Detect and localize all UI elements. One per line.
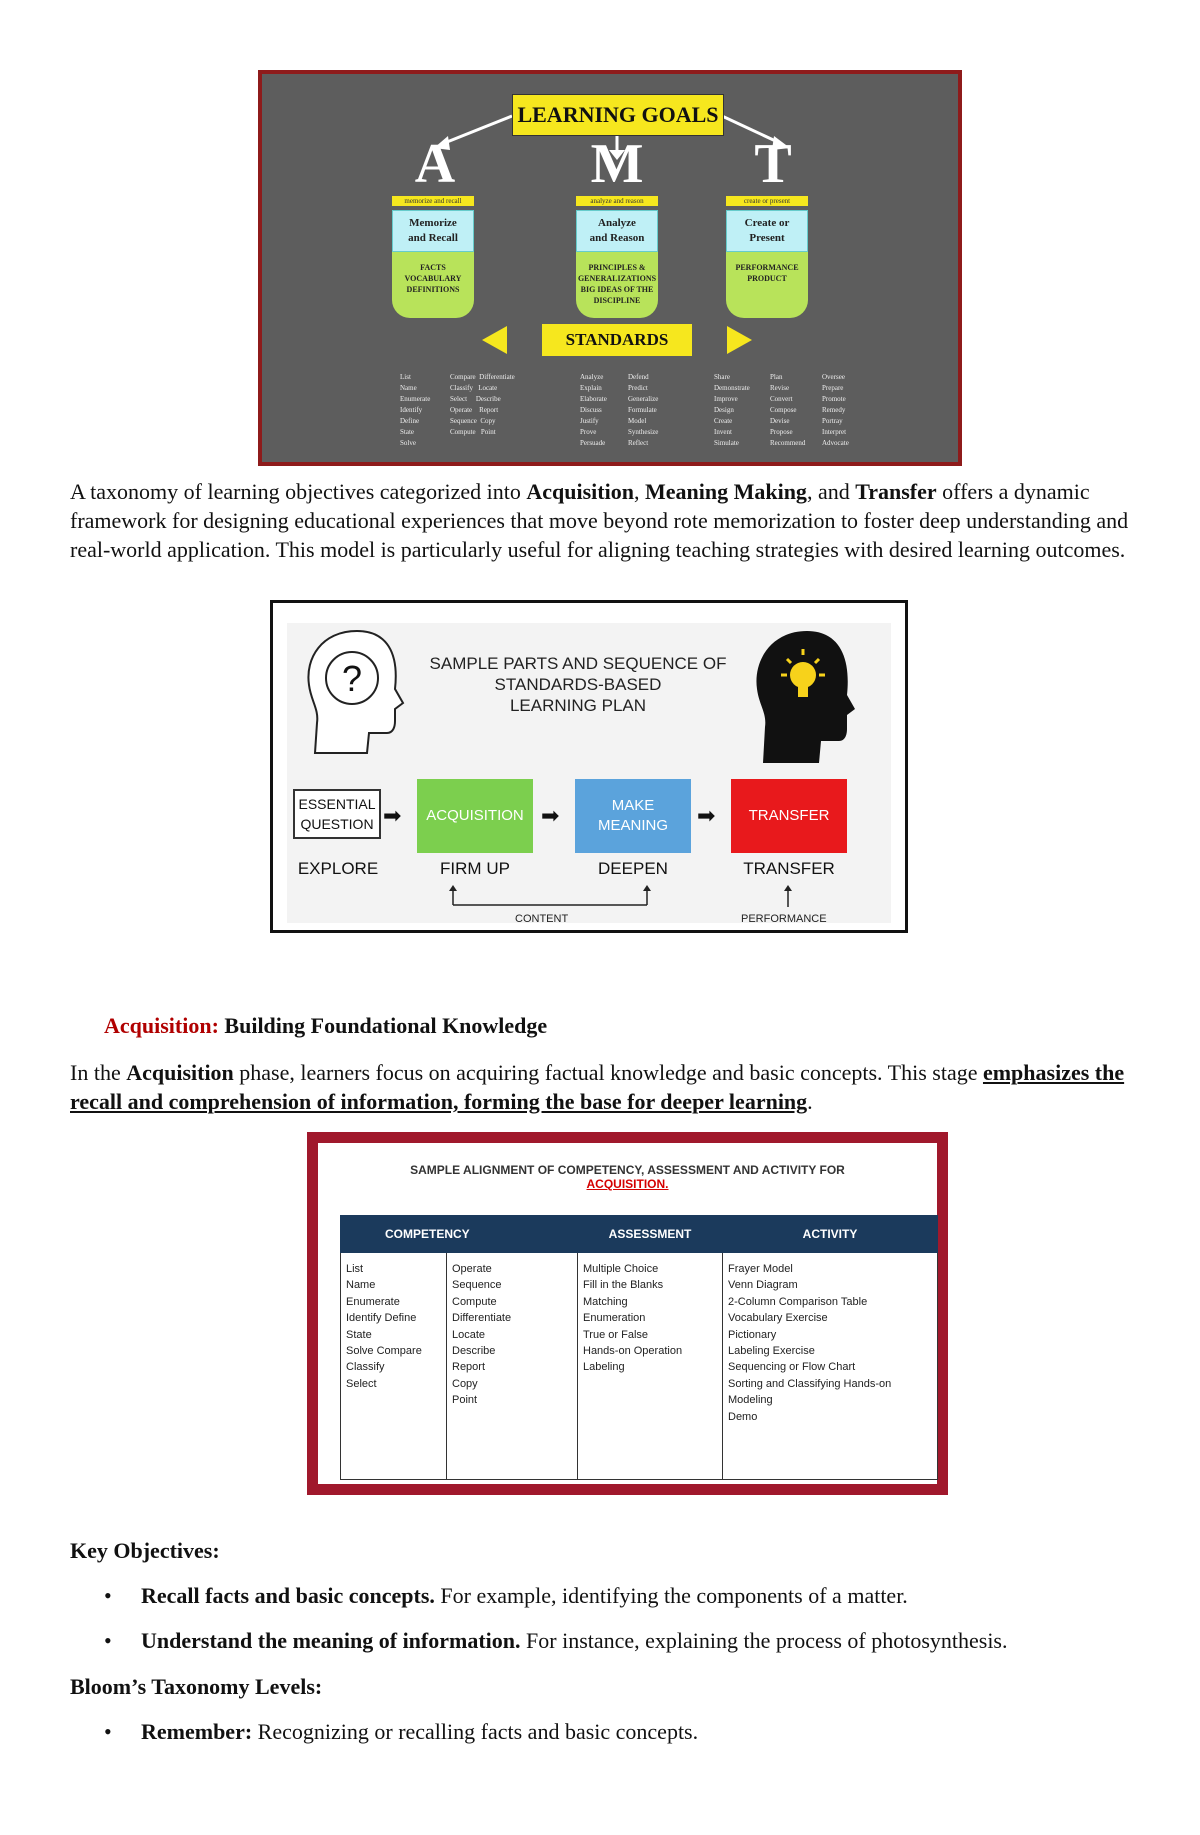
header-activity: ACTIVITY bbox=[723, 1216, 938, 1253]
header-assessment: ASSESSMENT bbox=[578, 1216, 723, 1253]
objective-bullet-1: • bbox=[104, 1583, 112, 1608]
question-head-icon bbox=[297, 623, 417, 763]
bloom-item-1: Remember: Recognizing or recalling facts and basic concepts. bbox=[141, 1719, 699, 1744]
arrow-3-icon: ➡ bbox=[697, 803, 716, 828]
stage-explore: EXPLORE bbox=[297, 859, 379, 878]
lightbulb-head-icon bbox=[743, 623, 873, 773]
verbs-t1: Share Demonstrate Improve Design Create Invent Simulate bbox=[714, 373, 750, 447]
green-t: PERFORMANCE PRODUCT bbox=[726, 252, 808, 318]
letter-a: A bbox=[414, 133, 456, 195]
letter-m: M bbox=[590, 133, 644, 195]
learning-goals-figure bbox=[258, 70, 962, 466]
acquisition-heading: Acquisition: Building Foundational Knowledge bbox=[104, 1013, 548, 1038]
green-m: PRINCIPLES & GENERALIZATIONS BIG IDEAS OF THE DISCIPLINE bbox=[576, 252, 658, 318]
standards-banner: STANDARDS bbox=[542, 324, 692, 356]
verbs-m1: Analyze Explain Elaborate Discuss Justify Prove Persuade bbox=[580, 373, 607, 447]
objective-item-2: Understand the meaning of information. For instance, explaining the process of photosynthesis. bbox=[141, 1628, 1008, 1653]
objective-bullet-2: • bbox=[104, 1628, 112, 1653]
key-objectives-heading: Key Objectives: bbox=[70, 1538, 220, 1563]
alignment-table bbox=[340, 1215, 938, 1480]
cyan-a: Memorize and Recall bbox=[392, 210, 474, 252]
cyan-m: Analyze and Reason bbox=[576, 210, 658, 252]
alignment-table-figure bbox=[307, 1132, 948, 1495]
strip-a: memorize and recall bbox=[392, 196, 474, 206]
verbs-t2: Plan Revise Convert Compose Devise Propose Recommend bbox=[770, 373, 806, 447]
bloom-heading: Bloom’s Taxonomy Levels: bbox=[70, 1674, 323, 1699]
objective-item-1: Recall facts and basic concepts. For example, identifying the components of a matter. bbox=[141, 1583, 908, 1608]
green-a: FACTS VOCABULARY DEFINITIONS bbox=[392, 252, 474, 318]
plan-heading: SAMPLE PARTS AND SEQUENCE OF STANDARDS-BASED LEARNING PLAN bbox=[429, 654, 727, 715]
stage-firm-up: FIRM UP bbox=[440, 859, 510, 878]
bloom-bullet-1: • bbox=[104, 1719, 112, 1744]
activity-col: Frayer Model Venn Diagram 2-Column Comparison Table Vocabulary Exercise Pictionary Labeling Exercise Sequencing or Flow Chart Sorting and Classifying Hands-on Modeling Demo bbox=[723, 1253, 938, 1480]
content-bracket bbox=[273, 883, 905, 913]
assessment-col: Multiple Choice Fill in the Blanks Matching Enumeration True or False Hands-on Operation Labeling bbox=[578, 1253, 723, 1480]
transfer-box: TRANSFER bbox=[731, 779, 847, 853]
learning-goals-title: LEARNING GOALS bbox=[512, 94, 724, 136]
acquisition-box: ACQUISITION bbox=[417, 779, 533, 853]
verbs-a1: List Name Enumerate Identify Define State Solve bbox=[400, 373, 431, 447]
strip-m: analyze and reason bbox=[576, 196, 658, 206]
stage-transfer: TRANSFER bbox=[743, 859, 835, 878]
verbs-t3: Oversee Prepare Promote Remedy Portray Interpret Advocate bbox=[822, 373, 849, 447]
letter-t: T bbox=[754, 133, 792, 195]
learning-plan-figure bbox=[270, 600, 908, 933]
header-competency: COMPETENCY bbox=[341, 1216, 578, 1253]
performance-label: PERFORMANCE bbox=[741, 913, 827, 925]
arrow-1-icon: ➡ bbox=[383, 803, 402, 828]
intro-paragraph: A taxonomy of learning objectives categorized into Acquisition, Meaning Making, and Transfer offers a dynamic framework for designing educational experiences that move beyond rote memorization to foster deep understanding and real-world application. This model is particularly useful for aligning teaching strategies with desired learning outcomes. bbox=[70, 479, 1129, 562]
content-label: CONTENT bbox=[515, 913, 569, 925]
arrow-2-icon: ➡ bbox=[541, 803, 560, 828]
competency-col-2: Operate Sequence Compute Differentiate Locate Describe Report Copy Point bbox=[447, 1253, 578, 1480]
cyan-t: Create or Present bbox=[726, 210, 808, 252]
make-meaning-box: MAKE MEANING bbox=[575, 779, 691, 853]
acquisition-paragraph: In the Acquisition phase, learners focus on acquiring factual knowledge and basic concepts. This stage emphasizes the recall and comprehension of information, forming the base for deeper learning. bbox=[70, 1060, 1125, 1114]
verbs-a2: Compare Differentiate Classify Locate Select Describe Operate Report Sequence Copy Compute Point bbox=[450, 373, 515, 436]
svg-text:?: ? bbox=[341, 658, 363, 699]
essential-question-box: ESSENTIAL QUESTION bbox=[293, 789, 381, 839]
verbs-m2: Defend Predict Generalize Formulate Model Synthesize Reflect bbox=[628, 373, 659, 447]
alignment-caption: SAMPLE ALIGNMENT OF COMPETENCY, ASSESSMENT AND ACTIVITY FOR ACQUISITION. bbox=[410, 1163, 845, 1191]
strip-t: create or present bbox=[726, 196, 808, 206]
stage-deepen: DEEPEN bbox=[598, 859, 668, 878]
competency-col-1: List Name Enumerate Identify Define State Solve Compare Classify Select bbox=[341, 1253, 447, 1480]
